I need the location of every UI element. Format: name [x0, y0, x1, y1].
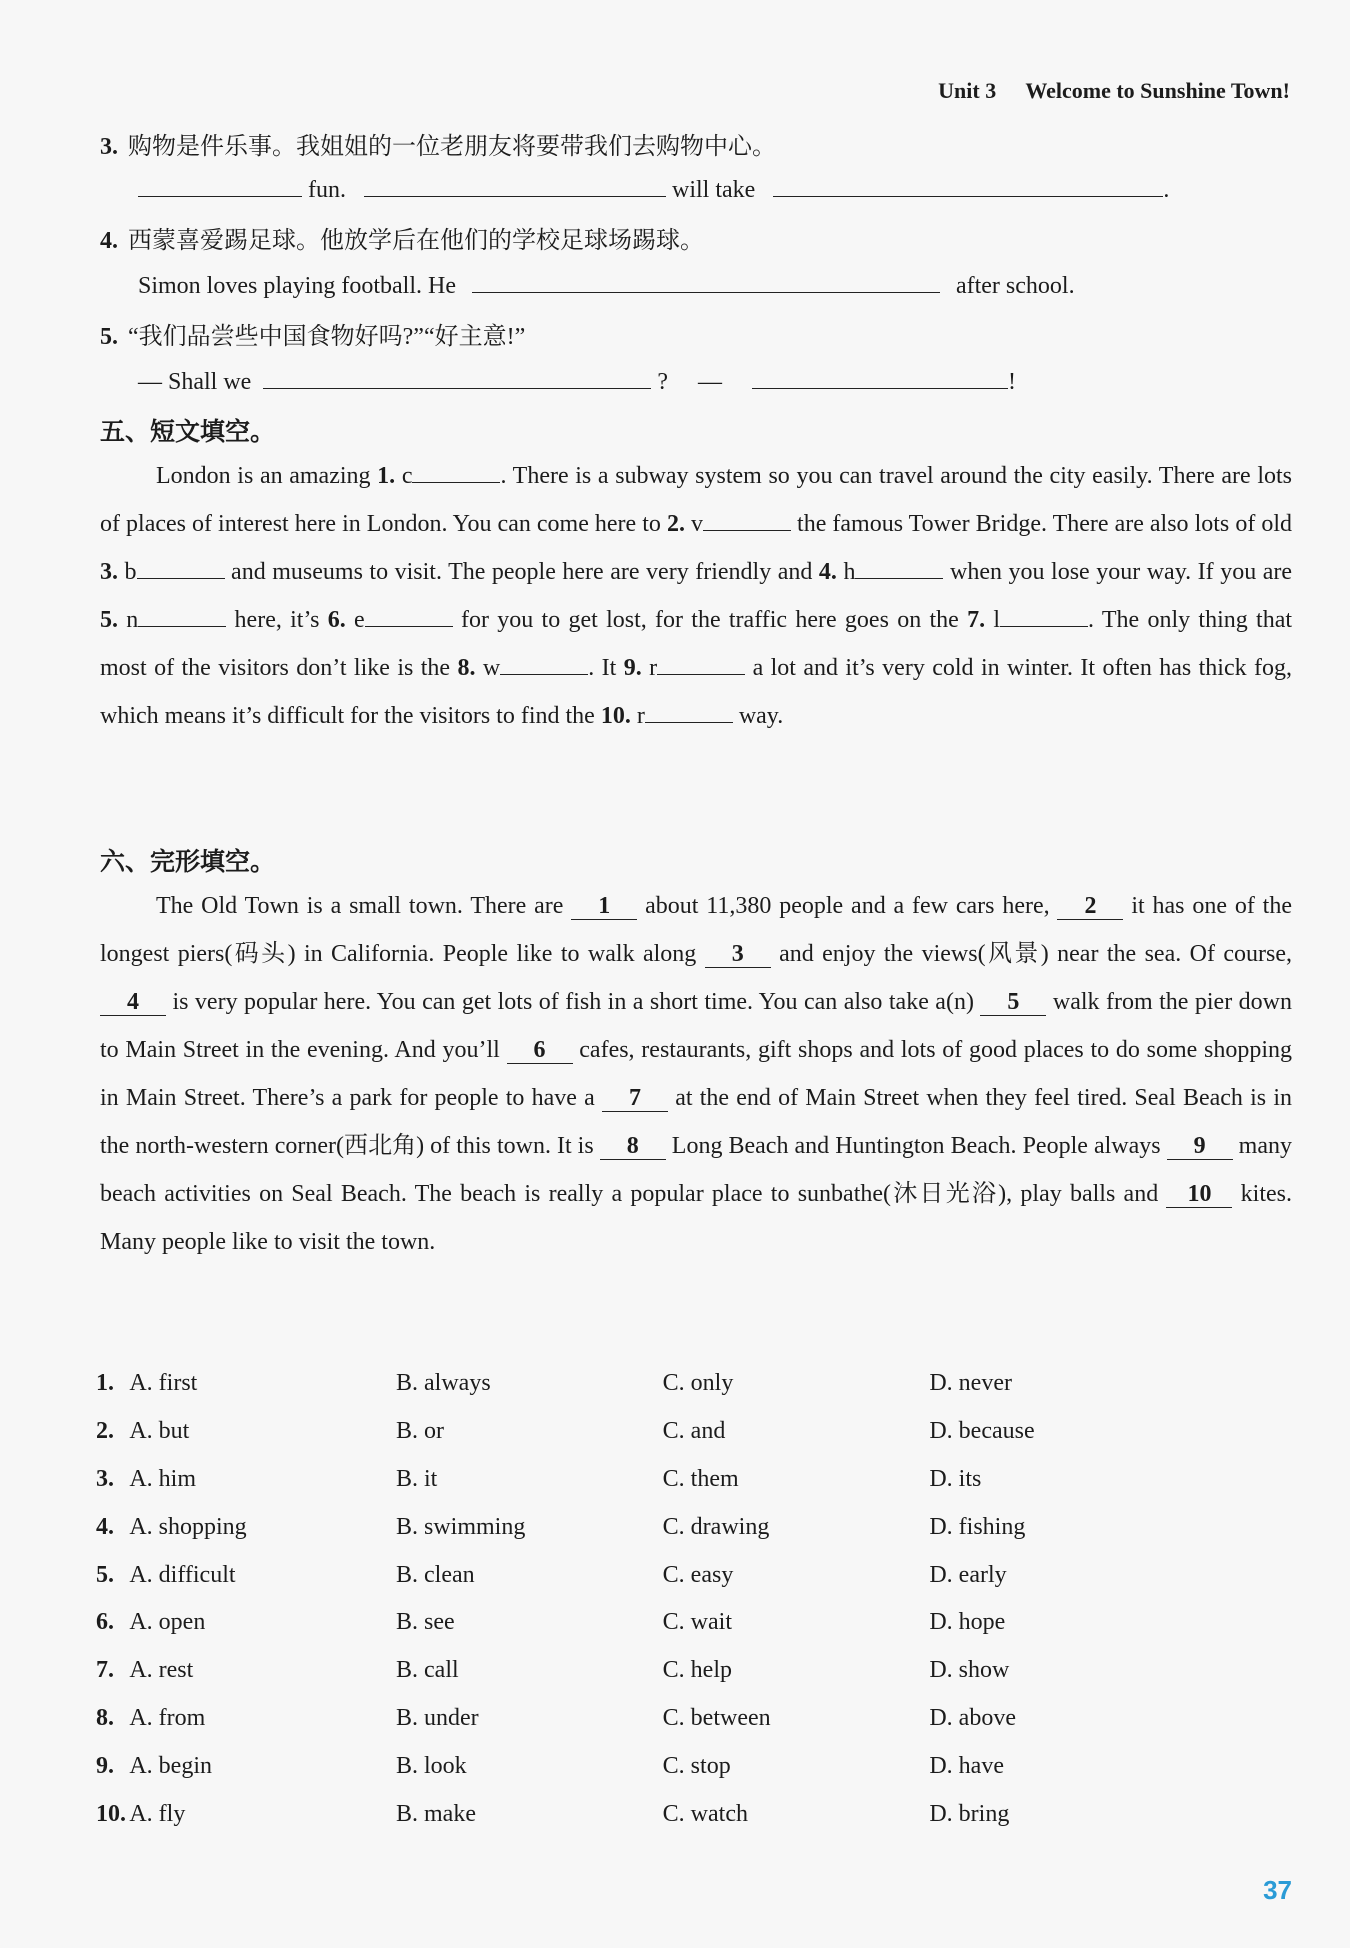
translation-item-4-en: Simon loves playing football. He after school. [138, 268, 1075, 300]
cloze-blank[interactable]: 1 [571, 893, 637, 920]
answer-blank[interactable] [137, 554, 225, 579]
answer-blank[interactable] [138, 602, 226, 627]
option-row: 6. A. open B. see C. wait D. hope [96, 1609, 1006, 1636]
answer-blank[interactable] [364, 172, 666, 197]
translation-item-5-cn: 5. “我们品尝些中国食物好吗?”“好主意!” [100, 324, 526, 350]
answer-blank[interactable] [1000, 602, 1088, 627]
translation-item-3-en: fun. will take . [138, 172, 1169, 204]
section-5-title: 五、短文填空。 [100, 419, 276, 446]
option-row: 8. A. from B. under C. between D. above [96, 1704, 1016, 1731]
answer-blank[interactable] [703, 506, 791, 531]
option-row: 2. A. but B. or C. and D. because [96, 1418, 1035, 1445]
answer-blank[interactable] [855, 554, 943, 579]
cloze-blank[interactable]: 8 [600, 1133, 666, 1160]
answer-blank[interactable] [138, 172, 302, 197]
cloze-blank[interactable]: 6 [507, 1037, 573, 1064]
cloze-blank[interactable]: 7 [602, 1085, 668, 1112]
section-6-title: 六、完形填空。 [100, 849, 276, 876]
cloze-blank[interactable]: 10 [1166, 1181, 1232, 1208]
cloze-blank[interactable]: 3 [705, 941, 771, 968]
running-header [938, 78, 1290, 104]
answer-blank[interactable] [752, 364, 1008, 389]
unit-title: Welcome to Sunshine Town! [1025, 78, 1290, 103]
unit-label: Unit 3 [938, 78, 997, 103]
option-row: 1. A. first B. always C. only D. never [96, 1370, 1012, 1397]
answer-blank[interactable] [500, 650, 588, 675]
section-6-passage: The Old Town is a small town. There are 1 about 11,380 people and a few cars here, 2 it has one of the longest piers(码头) in California. People like to walk along 3 and enjoy the views(风景) near the sea. Of course, 4 is very popular here. You can get lots of fish in a short time. You can also take a(n) 5 walk from the pier down to Main Street in the evening. And you’ll 6 cafes, restaurants, gift shops and lots of good places to do some shopping in Main Street. There’s a park for people to have a 7 at the end of Main Street when they feel tired. Seal Beach is in the north-western corner(西北角) of this town. It is 8 Long Beach and Huntington Beach. People always 9 many beach activities on Seal Beach. The beach is really a popular place to sunbathe(沐日光浴), play balls and 10 kites. Many people like to visit the town. [100, 893, 1293, 1255]
answer-blank[interactable] [773, 172, 1163, 197]
answer-blank[interactable] [412, 458, 500, 483]
translation-item-3-cn: 3. 购物是件乐事。我姐姐的一位老朋友将要带我们去购物中心。 [100, 134, 776, 160]
answer-blank[interactable] [263, 364, 651, 389]
option-row: 10. A. fly B. make C. watch D. bring [96, 1800, 1010, 1827]
cloze-blank[interactable]: 4 [100, 989, 166, 1016]
page-number: 37 [1263, 1875, 1292, 1905]
option-row: 3. A. him B. it C. them D. its [96, 1465, 982, 1492]
cloze-blank[interactable]: 9 [1167, 1133, 1233, 1160]
cloze-blank[interactable]: 2 [1057, 893, 1123, 920]
cloze-options [96, 1360, 1196, 1838]
translation-item-4-cn: 4. 西蒙喜爱踢足球。他放学后在他们的学校足球场踢球。 [100, 228, 704, 254]
answer-blank[interactable] [657, 650, 745, 675]
section-5-passage: London is an amazing 1. c . There is a subway system so you can travel around the city easily. There are lots of places of interest here in London. You can come here to 2. v the famous Tower Bridge. There are also lots of old 3. b and museums to visit. The people here are very friendly and 4. h when you lose your way. If you are 5. n here, it’s 6. e for you to get lost, for the traffic here goes on the 7. l . The only thing that most of the visitors don’t like is the 8. w . It 9. r a lot and it’s very cold in winter. It often has thick fog, which means it’s difficult for the visitors to find the 10. r way. [100, 452, 1292, 740]
answer-blank[interactable] [645, 698, 733, 723]
option-row: 9. A. begin B. look C. stop D. have [96, 1752, 1004, 1779]
option-row: 5. A. difficult B. clean C. easy D. early [96, 1561, 1007, 1588]
answer-blank[interactable] [365, 602, 453, 627]
translation-item-5-en: — Shall we ? — ! [138, 364, 1016, 396]
cloze-blank[interactable]: 5 [980, 989, 1046, 1016]
option-row: 7. A. rest B. call C. help D. show [96, 1657, 1010, 1684]
answer-blank[interactable] [472, 268, 940, 293]
option-row: 4. A. shopping B. swimming C. drawing D. fishing [96, 1513, 1026, 1540]
